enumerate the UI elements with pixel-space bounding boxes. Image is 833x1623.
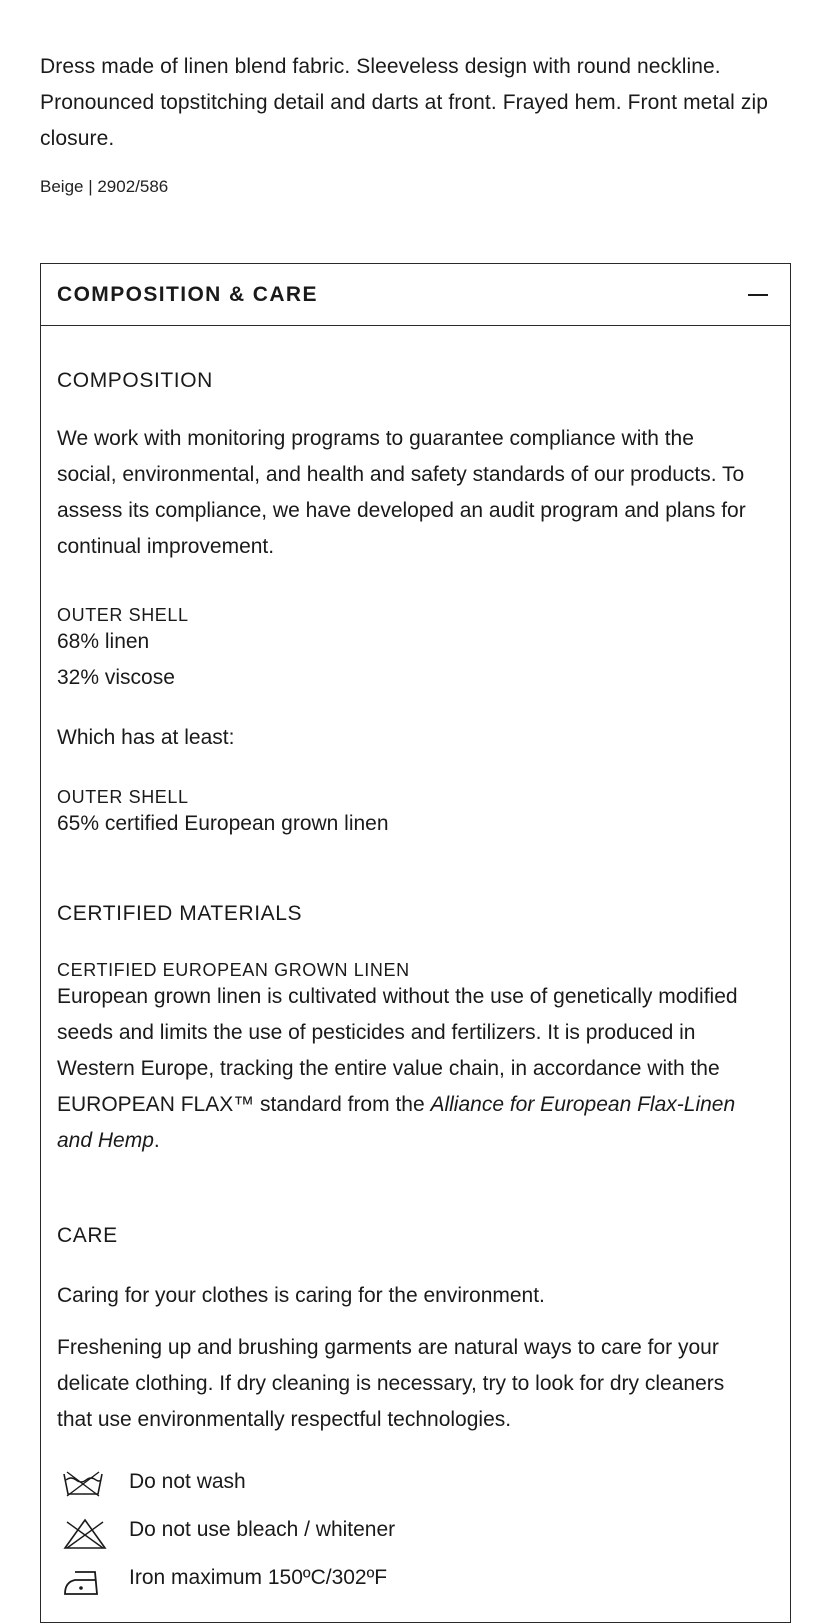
product-description: Dress made of linen blend fabric. Sleeveless design with round neckline. Pronounced topstitching detail and darts at front. Frayed hem. Front metal zip closure. <box>40 55 769 150</box>
alliance-name: Alliance for European Flax-Linen and Hemp <box>57 1093 736 1152</box>
care-instruction-do-not-wash <box>57 1464 757 1504</box>
certified-linen-body: European grown linen is cultivated without the use of genetically modified seeds and limits the use of pesticides and fertilizers. It is produced in Western Europe, tracking the entire value chain, in accordance with the EUROPEAN FLAX™ standard from the <box>57 985 738 1116</box>
care-label: Iron maximum 150ºC/302ºF <box>129 1566 388 1589</box>
certified-outer-shell-label: OUTER SHELL <box>57 787 189 807</box>
product-color-reference: Beige | 2902/586 <box>40 177 169 196</box>
composition-heading: COMPOSITION <box>57 369 213 392</box>
material-linen: 68% linen <box>57 630 150 653</box>
care-label: Do not wash <box>129 1470 246 1493</box>
care-instruction-do-not-bleach <box>57 1512 757 1552</box>
composition-intro: We work with monitoring programs to guarantee compliance with the social, environmental, and health and safety standards of our products. To assess its compliance, we have developed an audit program and plans for continual improvement. <box>57 427 746 558</box>
care-heading: CARE <box>57 1224 118 1247</box>
do-not-bleach-icon <box>61 1516 109 1552</box>
do-not-wash-icon <box>61 1468 105 1500</box>
minus-icon[interactable] <box>748 294 768 296</box>
material-viscose: 32% viscose <box>57 666 175 689</box>
at-least-text: Which has at least: <box>57 726 235 749</box>
care-line-2: Freshening up and brushing garments are natural ways to care for your delicate clothing. If dry cleaning is necessary, try to look for dry cleaners that use environmentally respectful technologies. <box>57 1336 725 1431</box>
certified-linen-subheading: CERTIFIED EUROPEAN GROWN LINEN <box>57 960 410 980</box>
care-instruction-iron <box>57 1560 757 1600</box>
certified-linen-end: . <box>153 1129 160 1152</box>
panel-title: COMPOSITION & CARE <box>57 283 318 306</box>
composition-care-panel <box>40 263 791 1623</box>
certified-materials-heading: CERTIFIED MATERIALS <box>57 902 303 925</box>
iron-icon <box>61 1564 105 1600</box>
certified-linen-text <box>57 979 757 1159</box>
outer-shell-label: OUTER SHELL <box>57 605 189 625</box>
care-line-1: Caring for your clothes is caring for the environment. <box>57 1284 545 1307</box>
certified-linen-value: 65% certified European grown linen <box>57 812 389 835</box>
composition-care-header[interactable] <box>41 264 790 326</box>
care-label: Do not use bleach / whitener <box>129 1518 396 1541</box>
